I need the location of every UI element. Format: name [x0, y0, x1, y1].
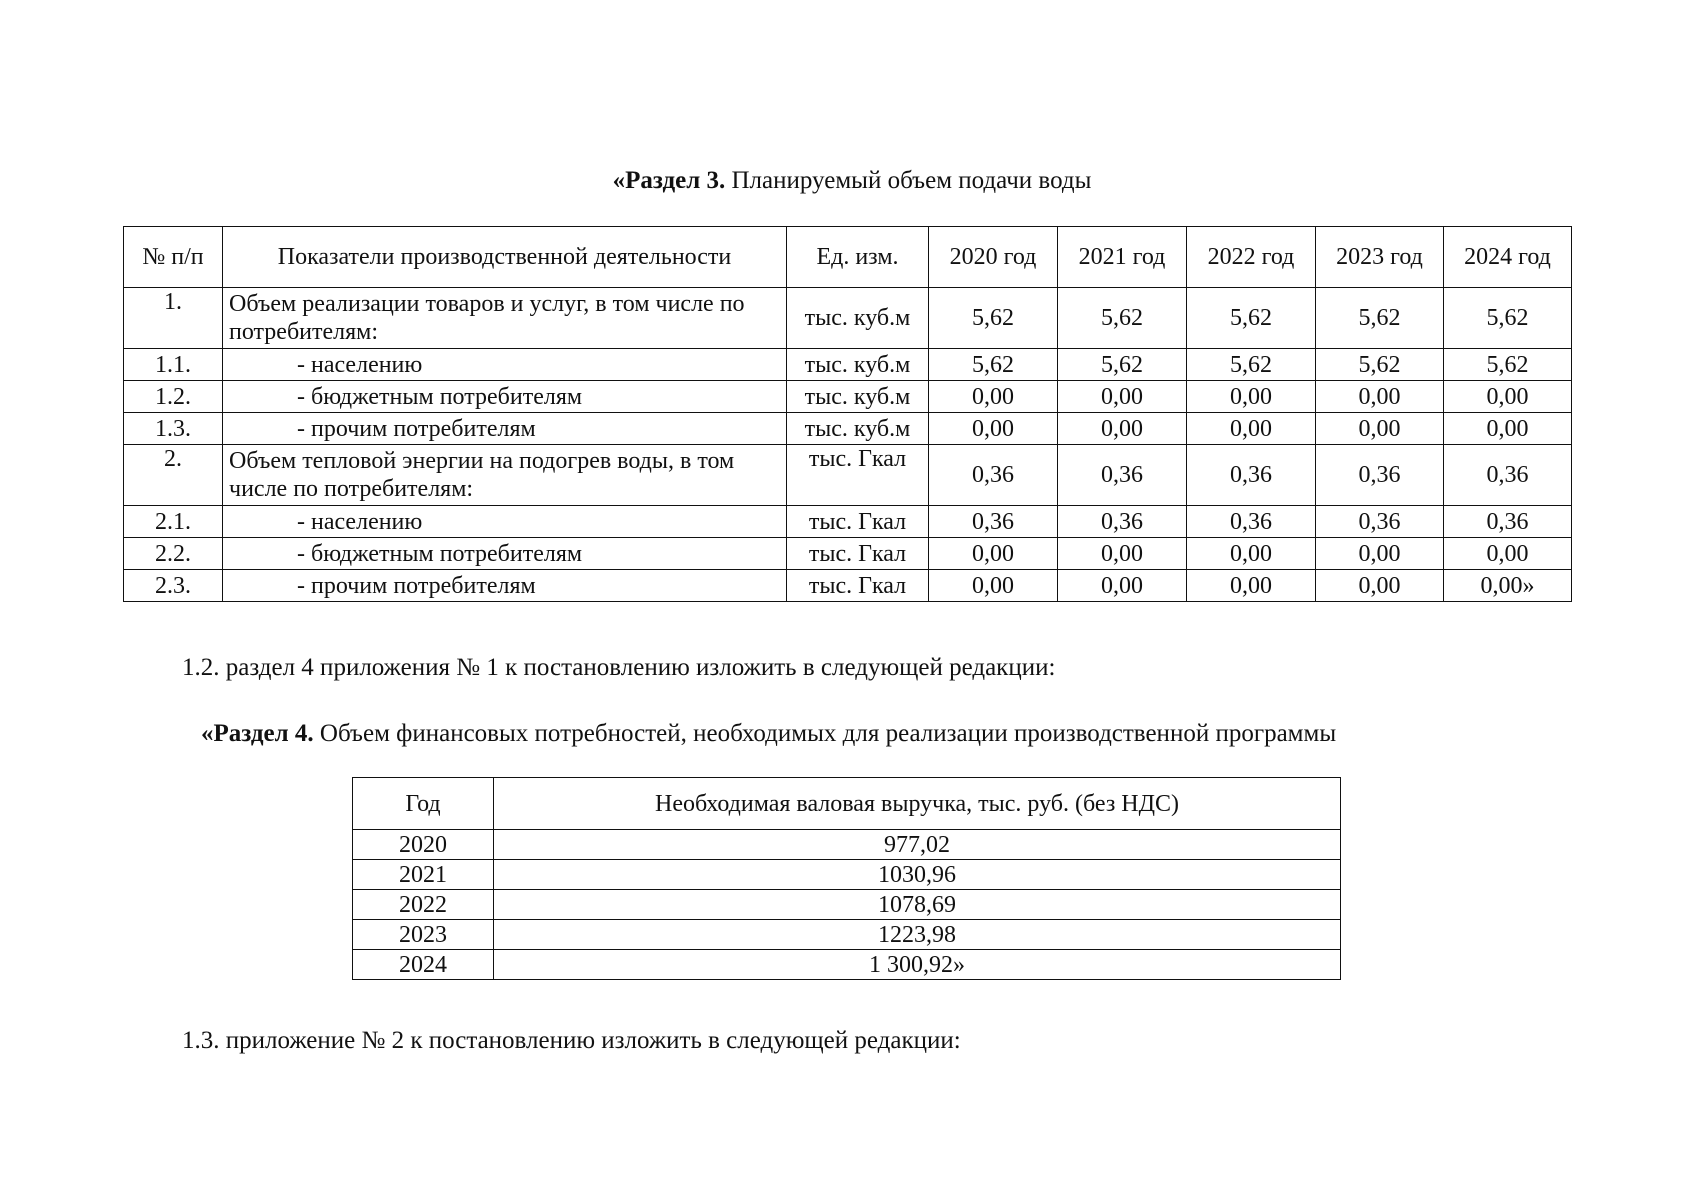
cell-2020: 5,62: [929, 288, 1058, 349]
cell-2021: 5,62: [1058, 349, 1187, 381]
cell-year: 2021: [353, 860, 494, 890]
cell-2024: 0,00»: [1444, 570, 1572, 602]
cell-2024: 0,00: [1444, 538, 1572, 570]
cell-revenue: 1078,69: [494, 890, 1341, 920]
section-4-heading-title: Объем финансовых потребностей, необходимых для реализации производственной программы: [313, 720, 1337, 747]
header-2022: 2022 год: [1187, 227, 1316, 288]
section-4-heading: [201, 718, 1336, 750]
paragraph-1-2: 1.2. раздел 4 приложения № 1 к постановлению изложить в следующей редакции:: [182, 654, 1056, 681]
section-3-heading-label: «Раздел 3.: [612, 167, 726, 194]
header-year: Год: [353, 778, 494, 830]
header-2023: 2023 год: [1316, 227, 1444, 288]
row-name: Объем тепловой энергии на подогрев воды, в том числе по потребителям:: [223, 445, 787, 506]
cell-revenue: 1223,98: [494, 920, 1341, 950]
row-unit: тыс. куб.м: [787, 288, 929, 349]
row-num: 1.1.: [124, 349, 223, 381]
cell-2023: 0,00: [1316, 381, 1444, 413]
cell-2020: 5,62: [929, 349, 1058, 381]
cell-2021: 0,36: [1058, 445, 1187, 506]
cell-2021: 0,00: [1058, 381, 1187, 413]
header-2021: 2021 год: [1058, 227, 1187, 288]
cell-2021: 0,36: [1058, 506, 1187, 538]
header-revenue: Необходимая валовая выручка, тыс. руб. (без НДС): [494, 778, 1341, 830]
cell-2020: 0,00: [929, 538, 1058, 570]
table-row: [124, 570, 1572, 602]
water-supply-table: [123, 226, 1572, 602]
cell-2023: 5,62: [1316, 288, 1444, 349]
cell-revenue: 977,02: [494, 830, 1341, 860]
table-row: [124, 538, 1572, 570]
cell-2021: 0,00: [1058, 570, 1187, 602]
table-header-row: [353, 778, 1341, 830]
cell-2023: 0,00: [1316, 570, 1444, 602]
table-row: [124, 506, 1572, 538]
row-name: - прочим потребителям: [223, 570, 787, 602]
row-unit: тыс. Гкал: [787, 506, 929, 538]
row-name: - населению: [223, 506, 787, 538]
cell-2024: 0,00: [1444, 413, 1572, 445]
cell-2023: 0,36: [1316, 445, 1444, 506]
cell-year: 2020: [353, 830, 494, 860]
table-row: [353, 920, 1341, 950]
cell-2023: 0,00: [1316, 538, 1444, 570]
row-name: - прочим потребителям: [223, 413, 787, 445]
row-unit: тыс. Гкал: [787, 538, 929, 570]
row-num: 2.1.: [124, 506, 223, 538]
header-num: № п/п: [124, 227, 223, 288]
section-4-heading-label: «Раздел 4.: [201, 720, 314, 747]
cell-2022: 5,62: [1187, 349, 1316, 381]
row-name: Объем реализации товаров и услуг, в том числе по потребителям:: [223, 288, 787, 349]
cell-2023: 0,00: [1316, 413, 1444, 445]
cell-year: 2022: [353, 890, 494, 920]
cell-2024: 5,62: [1444, 288, 1572, 349]
row-num: 2.3.: [124, 570, 223, 602]
cell-2024: 0,36: [1444, 445, 1572, 506]
row-unit: тыс. Гкал: [787, 445, 929, 506]
cell-revenue: 1030,96: [494, 860, 1341, 890]
table-row: [353, 890, 1341, 920]
cell-2022: 0,36: [1187, 506, 1316, 538]
cell-2021: 5,62: [1058, 288, 1187, 349]
row-num: 1.3.: [124, 413, 223, 445]
row-name: - бюджетным потребителям: [223, 381, 787, 413]
cell-2022: 0,36: [1187, 445, 1316, 506]
cell-2022: 0,00: [1187, 570, 1316, 602]
row-unit: тыс. Гкал: [787, 570, 929, 602]
table-row: [353, 860, 1341, 890]
header-indicator: Показатели производственной деятельности: [223, 227, 787, 288]
cell-revenue: 1 300,92»: [494, 950, 1341, 980]
cell-year: 2024: [353, 950, 494, 980]
section-3-heading: [0, 165, 1699, 197]
row-num: 1.2.: [124, 381, 223, 413]
table-header-row: [124, 227, 1572, 288]
row-num: 2.2.: [124, 538, 223, 570]
cell-2021: 0,00: [1058, 538, 1187, 570]
table-row: [124, 381, 1572, 413]
table-row: [124, 413, 1572, 445]
row-num: 1.: [124, 288, 223, 349]
table-row: [124, 288, 1572, 349]
cell-2022: 0,00: [1187, 381, 1316, 413]
cell-2024: 0,36: [1444, 506, 1572, 538]
table-row: [353, 950, 1341, 980]
cell-2020: 0,00: [929, 381, 1058, 413]
cell-2024: 5,62: [1444, 349, 1572, 381]
row-name: - населению: [223, 349, 787, 381]
row-unit: тыс. куб.м: [787, 413, 929, 445]
financial-needs-table: [352, 777, 1341, 980]
cell-2021: 0,00: [1058, 413, 1187, 445]
row-name: - бюджетным потребителям: [223, 538, 787, 570]
cell-2020: 0,00: [929, 570, 1058, 602]
cell-2020: 0,36: [929, 445, 1058, 506]
header-unit: Ед. изм.: [787, 227, 929, 288]
cell-2024: 0,00: [1444, 381, 1572, 413]
cell-2020: 0,36: [929, 506, 1058, 538]
cell-2023: 0,36: [1316, 506, 1444, 538]
section-3-heading-title: Планируемый объем подачи воды: [725, 167, 1092, 194]
cell-2020: 0,00: [929, 413, 1058, 445]
paragraph-1-3: 1.3. приложение № 2 к постановлению изложить в следующей редакции:: [182, 1027, 961, 1054]
table-row: [124, 349, 1572, 381]
cell-2022: 0,00: [1187, 538, 1316, 570]
table-row: [124, 445, 1572, 506]
table-row: [353, 830, 1341, 860]
cell-2022: 5,62: [1187, 288, 1316, 349]
cell-2023: 5,62: [1316, 349, 1444, 381]
row-unit: тыс. куб.м: [787, 381, 929, 413]
row-unit: тыс. куб.м: [787, 349, 929, 381]
row-num: 2.: [124, 445, 223, 506]
cell-2022: 0,00: [1187, 413, 1316, 445]
cell-year: 2023: [353, 920, 494, 950]
header-2020: 2020 год: [929, 227, 1058, 288]
header-2024: 2024 год: [1444, 227, 1572, 288]
